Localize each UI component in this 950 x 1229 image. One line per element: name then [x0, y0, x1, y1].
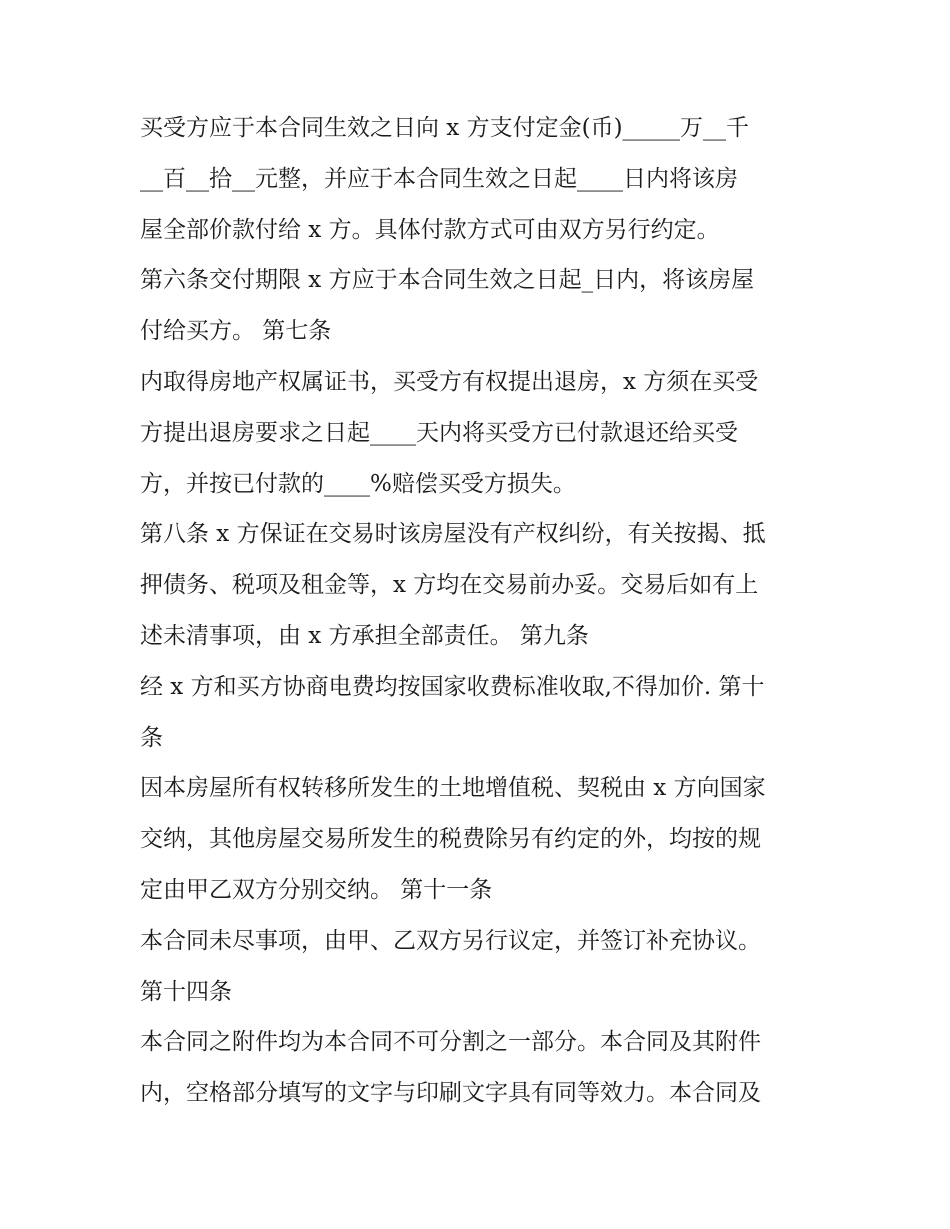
text-line: 内，空格部分填写的文字与印刷文字具有同等效力。本合同及 — [140, 1080, 761, 1107]
text-line: 方，并按已付款的____%赔偿买受方损失。 — [140, 470, 576, 497]
text-line: 付给买方。 第七条 — [140, 318, 332, 345]
text-line: 交纳，其他房屋交易所发生的税费除另有约定的外，均按的规 — [140, 826, 761, 853]
text-line: 买受方应于本合同生效之日向 x 方支付定金(币)_____万__千 — [140, 115, 750, 141]
text-line: 第八条 x 方保证在交易时该房屋没有产权纠纷，有关按揭、抵 — [140, 521, 766, 548]
text-line: __百__拾__元整，并应于本合同生效之日起____日内将该房 — [140, 165, 738, 192]
text-line: 内取得房地产权属证书，买受方有权提出退房，x 方须在买受 — [140, 368, 759, 395]
text-line: 定由甲乙双方分别交纳。 第十一条 — [140, 876, 493, 903]
text-line: 条 — [140, 724, 163, 751]
text-line: 因本房屋所有权转移所发生的土地增值税、契税由 x 方向国家 — [140, 775, 766, 802]
text-line: 本合同之附件均为本合同不可分割之一部分。本合同及其附件 — [140, 1029, 761, 1056]
text-line: 述未清事项，由 x 方承担全部责任。 第九条 — [140, 622, 589, 649]
text-line: 第十四条 — [140, 978, 232, 1005]
text-line: 押债务、税项及租金等，x 方均在交易前办妥。交易后如有上 — [140, 572, 759, 599]
text-line: 方提出退房要求之日起____天内将买受方已付款退还给买受 — [140, 419, 738, 446]
text-line: 经 x 方和买方协商电费均按国家收费标准收取,不得加价. 第十 — [140, 673, 765, 700]
contract-body-text — [140, 103, 830, 1119]
text-line: 本合同未尽事项，由甲、乙双方另行议定，并签订补充协议。 — [140, 927, 761, 954]
text-line: 屋全部价款付给 x 方。具体付款方式可由双方另行约定。 — [140, 216, 720, 243]
text-line: 第六条交付期限 x 方应于本合同生效之日起_日内，将该房屋 — [140, 267, 755, 294]
